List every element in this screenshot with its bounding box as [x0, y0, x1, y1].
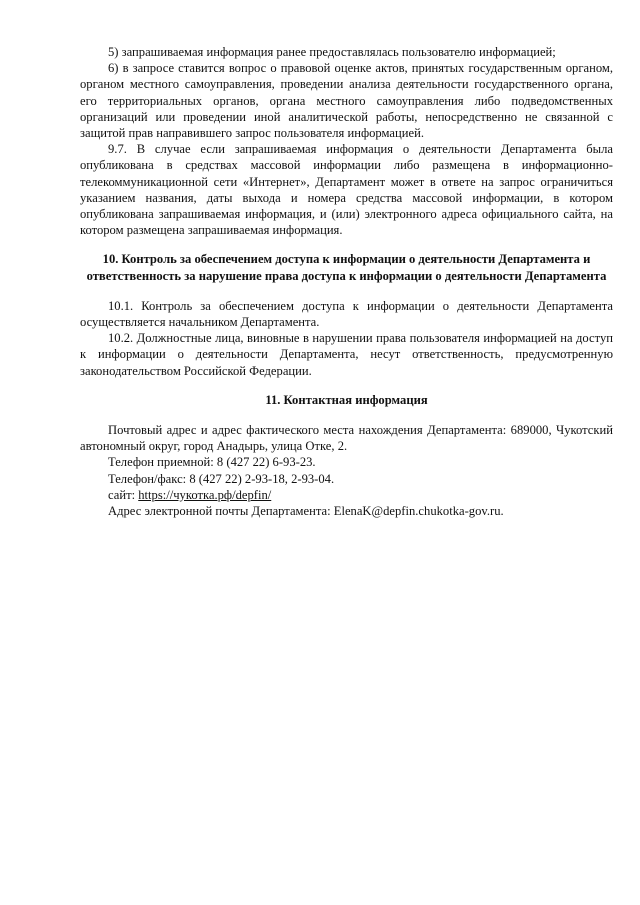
paragraph-address: Почтовый адрес и адрес фактического места нахождения Департамента: 689000, Чукотский автономный округ, город Анадырь, улица Отке, 2.	[80, 423, 613, 454]
paragraph-phone-fax: Телефон/факс: 8 (427 22) 2-93-18, 2-93-04.	[108, 471, 335, 486]
paragraph-item-6: 6) в запросе ставится вопрос о правовой оценке актов, принятых государственным органом, органом местного самоуправления, проведении анализа деятельности государственного органа, его территориальных органов, органа местного самоуправления либо подведомственных организаций или проведении иной аналитической работы, непосредственно не связанной с защитой прав направившего запрос пользователя информацией.	[80, 61, 613, 141]
document-page	[80, 44, 613, 519]
paragraph-site	[80, 487, 613, 503]
section-11-heading: 11. Контактная информация	[265, 392, 428, 407]
paragraph-item-10-2: 10.2. Должностные лица, виновные в нарушении права пользователя информацией на доступ к информации о деятельности Департамента, несут ответственность, предусмотренную законодательством Российской Федерации.	[80, 331, 613, 378]
paragraph-email: Адрес электронной почты Департамента: ElenaK@depfin.chukotka-gov.ru.	[108, 504, 504, 519]
paragraph-item-10-1: 10.1. Контроль за обеспечением доступа к информации о деятельности Департамента осуществляется начальником Департамента.	[80, 298, 613, 330]
site-label: сайт:	[108, 487, 139, 502]
paragraph-reception-phone: Телефон приемной: 8 (427 22) 6-93-23.	[108, 455, 316, 470]
paragraph-item-5: 5) запрашиваемая информация ранее предоставлялась пользователю информацией;	[108, 45, 556, 59]
site-link[interactable]: https://чукотка.рф/depfin/	[138, 487, 272, 502]
paragraph-item-9-7: 9.7. В случае если запрашиваемая информация о деятельности Департамента была опубликована в средствах массовой информации либо размещена в информационно-телекоммуникационной сети «Интернет», Департамент может в ответе на запрос ограничиться указанием названия, даты выхода и номера средства массовой информации, в котором опубликована запрашиваемая информация, и (или) электронного адреса официального сайта, на котором размещена запрашиваемая информация.	[80, 142, 613, 238]
section-10-heading: 10. Контроль за обеспечением доступа к информации о деятельности Департамента и ответственность за нарушение права доступа к информации о деятельности Департамента	[86, 252, 607, 283]
